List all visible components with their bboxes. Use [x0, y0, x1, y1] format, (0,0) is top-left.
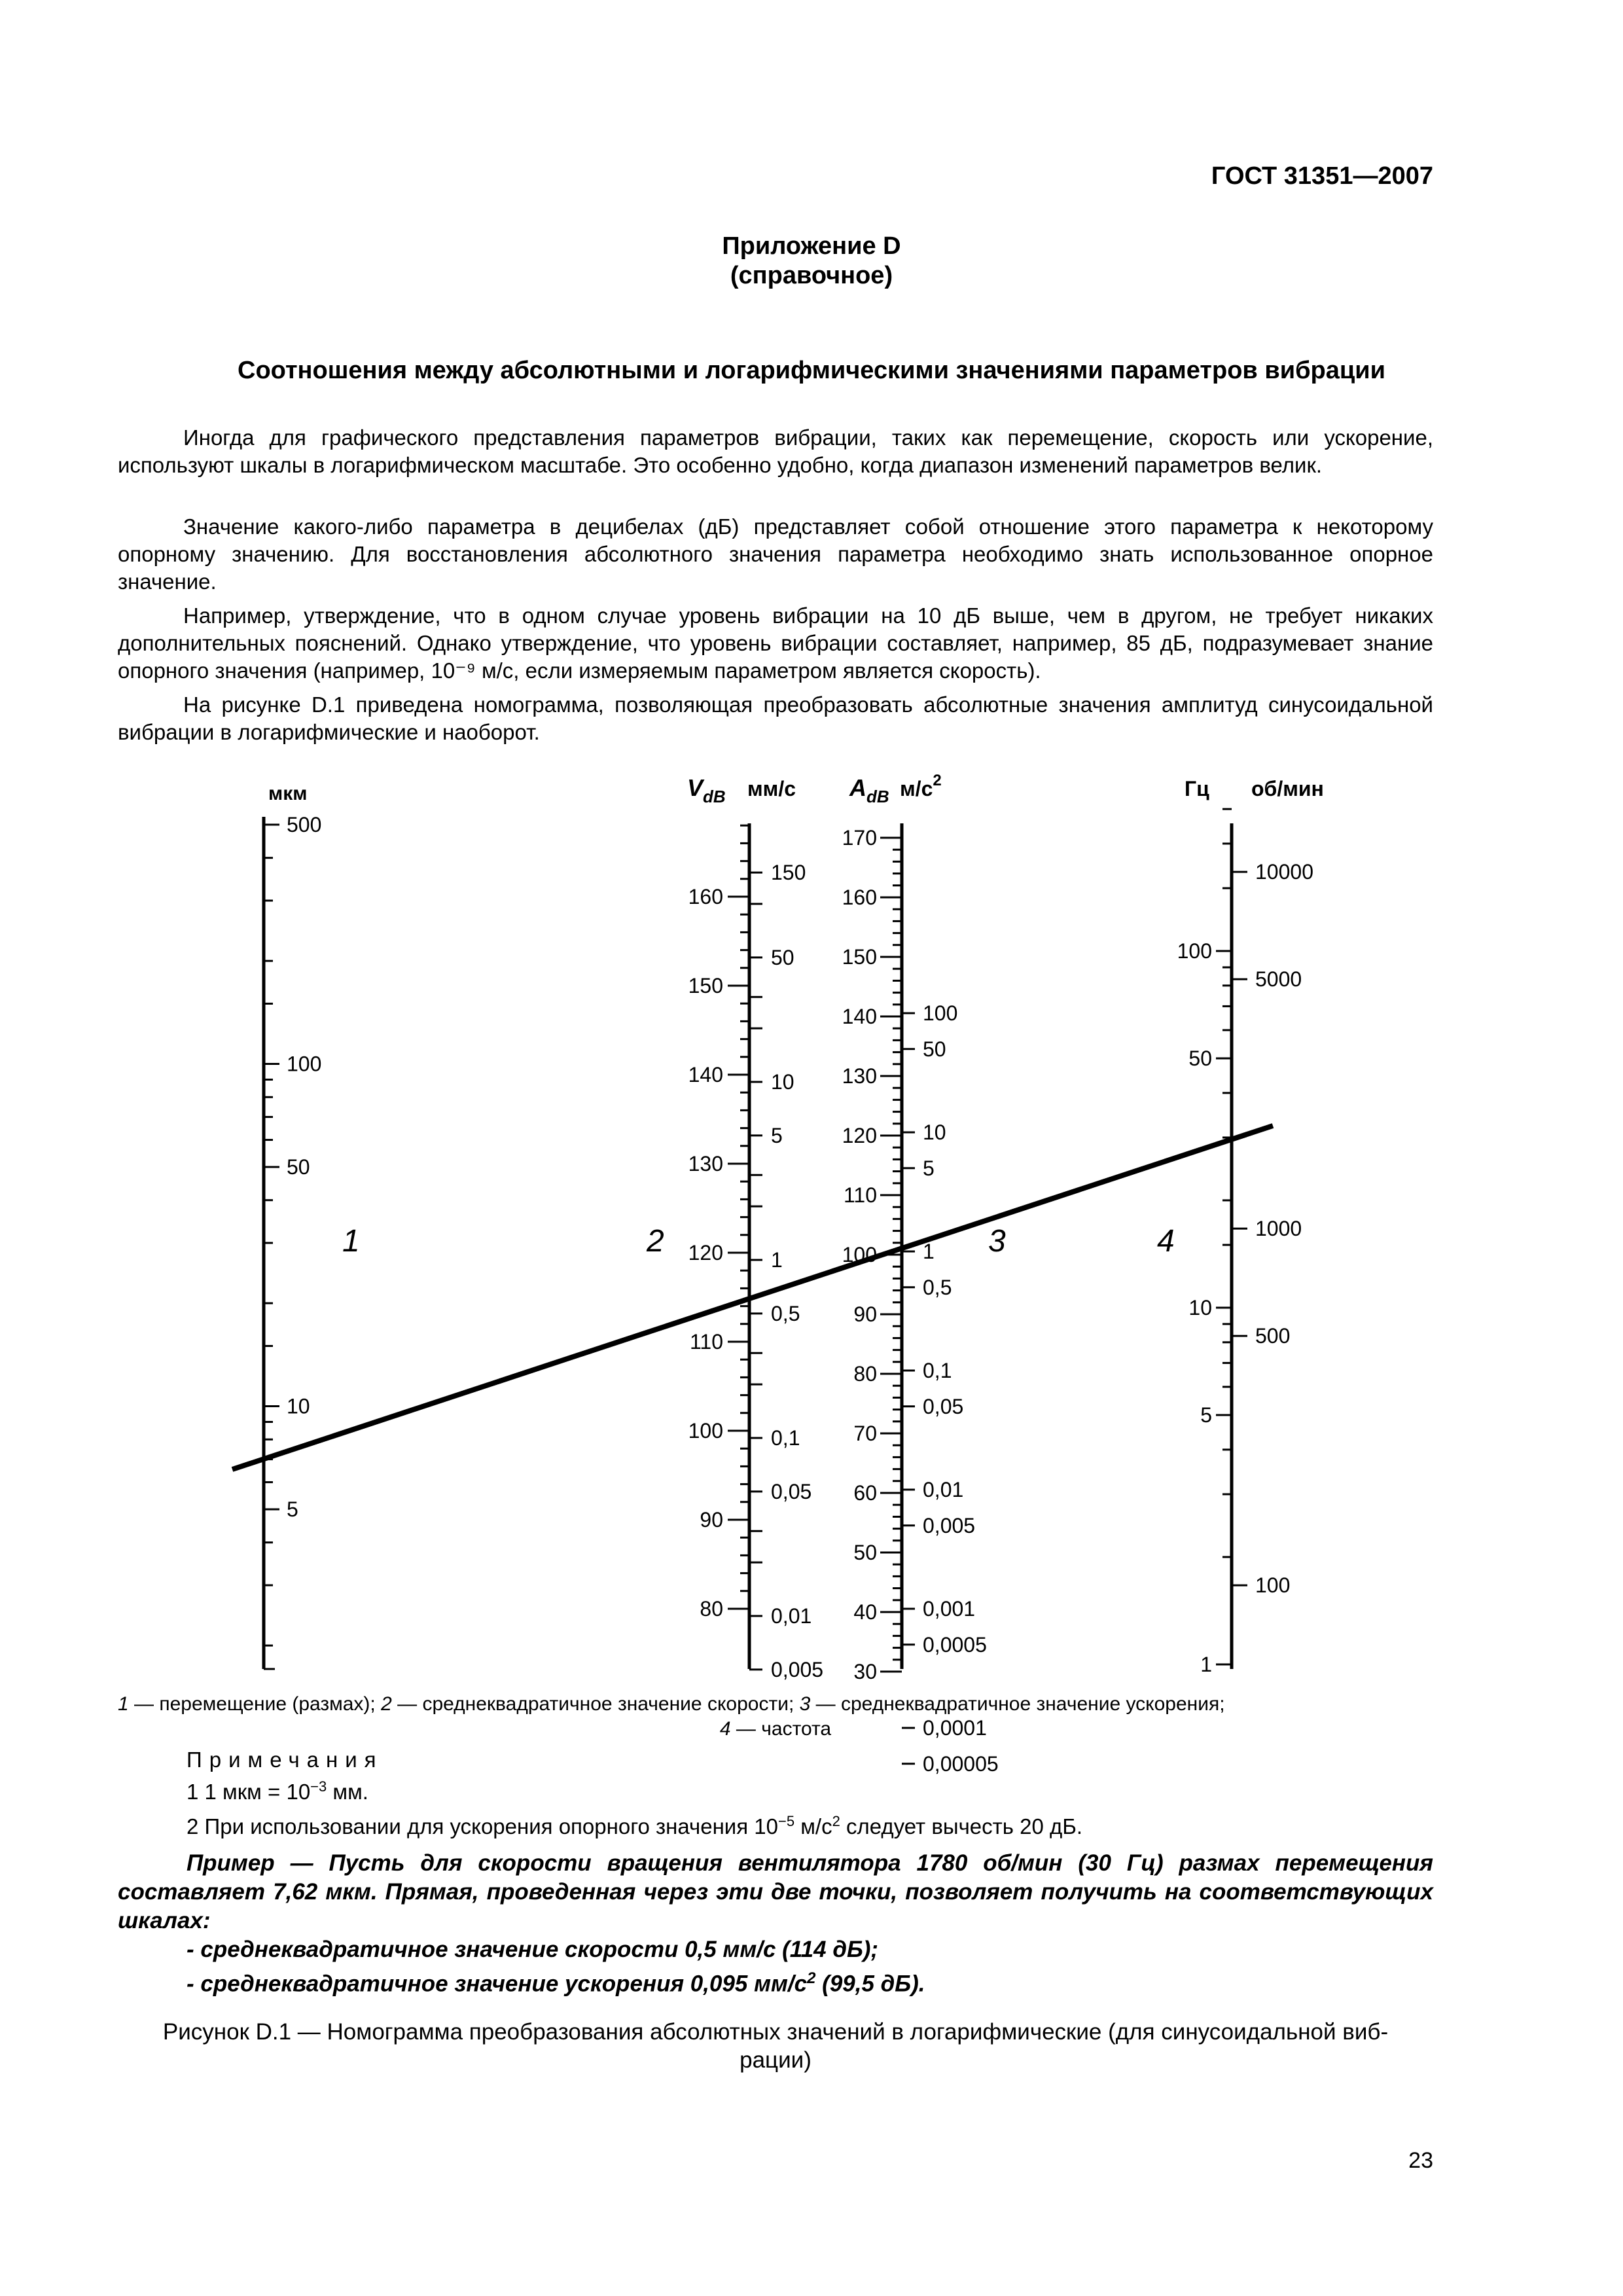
- scale-4-rpm-label: 1000: [1255, 1217, 1302, 1241]
- scale-4-rpm-label: 500: [1255, 1324, 1291, 1348]
- scale-3-db-label: 110: [843, 1183, 877, 1207]
- scale-2-mms-label: 50: [771, 945, 794, 969]
- note-2: 2 При использовании для ускорения опорного значения $10^{-5}$ $м/с^2$ следует вычесть 20 дБ.: [187, 1813, 1083, 1839]
- scale-1-label: 10: [287, 1394, 310, 1418]
- scale-3-db-label: 120: [842, 1124, 877, 1147]
- scale-2-mms-label: 0,5: [771, 1301, 800, 1325]
- scale-3-ms2-label: 0,001: [923, 1597, 976, 1621]
- scale-3-ms2-label: 1: [923, 1240, 935, 1263]
- scale-3-db-label: 150: [842, 945, 877, 969]
- scale-4-unit-hz: Гц: [1185, 777, 1209, 800]
- example-line: [232, 1123, 1273, 1469]
- scale-4-hz-label: 50: [1188, 1047, 1212, 1071]
- scale-3-db-label: 130: [842, 1064, 877, 1088]
- scale-1-label: 100: [287, 1052, 322, 1076]
- scale-3-ms2-label: 50: [923, 1037, 946, 1061]
- scale-2-db-label: 90: [700, 1508, 723, 1532]
- scale-1-label: 50: [287, 1155, 310, 1179]
- scale-2-mms-label: 0,05: [771, 1479, 812, 1503]
- figure-caption: Рисунок D.1 — Номограмма преобразования абсолютных значений в логарифмические (для синусоидальной виб-: [162, 2019, 1389, 2045]
- scale-3-db-label: 100: [842, 1243, 877, 1266]
- scale-2-symbol: $V_{dB}$: [687, 774, 726, 806]
- standard-number: ГОСТ 31351—2007: [1211, 162, 1433, 190]
- scale-4-hz-label: 1: [1200, 1653, 1212, 1676]
- scale-2-mms-label: 150: [771, 861, 806, 885]
- scale-4-hz-label: 10: [1188, 1296, 1212, 1319]
- scale-number-4: 4: [1157, 1224, 1175, 1259]
- figure-caption-line2: рации): [740, 2047, 812, 2073]
- paragraph-2: Значение какого-либо параметра в децибелах (дБ) представляет собой отношение этого параметра к некоторому опорному значению. Для восстановления абсолютного значения параметра необходимо знать использованное опорное значение.: [118, 514, 1433, 594]
- note-1: 1 1 мкм = $10^{-3}$ мм.: [187, 1778, 368, 1804]
- scale-2-db-label: 80: [700, 1597, 723, 1621]
- scale-2-unit: мм/с: [747, 777, 796, 800]
- scale-3-db-label: 30: [853, 1660, 877, 1683]
- scale-2-db-label: 120: [688, 1241, 723, 1265]
- scale-3-db-label: 60: [853, 1481, 877, 1505]
- scale-3-ms2-label: 0,5: [923, 1275, 952, 1299]
- scale-1-unit: мкм: [268, 783, 308, 804]
- scale-3-symbol: $A_{dB}$: [849, 774, 889, 806]
- scale-3-ms2-label: 0,00005: [923, 1751, 999, 1776]
- scale-3-ms2-label: 0,05: [923, 1394, 964, 1418]
- scale-3-unit: $м/с^2$: [900, 772, 942, 800]
- scale-3-ms2-label: 0,01: [923, 1478, 964, 1501]
- figure-legend: 1 — перемещение (размах); 2 — среднеквадратичное значение скорости; 3 — среднеквадратичное значение ускорения;: [118, 1693, 1225, 1715]
- notes-heading: Примечания: [187, 1748, 383, 1772]
- scale-3-db-label: 70: [853, 1422, 877, 1445]
- scale-2-mms-label: 5: [771, 1123, 783, 1147]
- example-text: Пример — Пусть для скорости вращения вентилятора 1780 об/мин (30 Гц) размах перемещения составляет 7,62 мкм. Прямая, проведенная через эти две точки, позволяет получить на соответствующих шкалах:: [118, 1850, 1433, 1933]
- section-title: Соотношения между абсолютными и логарифмическими значениями параметров вибрации: [238, 357, 1385, 384]
- page-number: 23: [1408, 2148, 1433, 2173]
- scale-number-1: 1: [342, 1224, 360, 1259]
- scale-2-mms-label: 1: [771, 1248, 783, 1272]
- scale-3-ms2-label: 5: [923, 1156, 935, 1180]
- scale-3-ms2-label: 0,1: [923, 1359, 952, 1382]
- scale-2-db-label: 140: [688, 1063, 723, 1086]
- scale-2-db-label: 100: [688, 1419, 723, 1443]
- scale-number-2: 2: [647, 1224, 664, 1259]
- scale-3-ms2-label: 100: [923, 1001, 958, 1025]
- paragraph-4: На рисунке D.1 приведена номограмма, позволяющая преобразовать абсолютные значения амплитуд синусоидальной вибрации в логарифмические и наоборот.: [118, 692, 1433, 744]
- scale-4-unit-rpm: об/мин: [1251, 777, 1324, 800]
- scale-4-rpm-label: 10000: [1255, 860, 1313, 884]
- figure-legend-line2: 4 — частота: [719, 1718, 832, 1740]
- annex-type: (справочное): [730, 262, 893, 289]
- scale-4-hz-label: 100: [1177, 939, 1212, 963]
- scale-2-db-label: 160: [688, 885, 723, 908]
- example-item-2: - среднеквадратичное значение ускорения 0,095 $мм/с^2$ (99,5 дБ).: [187, 1969, 925, 1997]
- scale-3-ms2-label: 0,0005: [923, 1632, 987, 1657]
- scale-2-mms-label: 10: [771, 1070, 794, 1094]
- scale-2-mms-label: 0,005: [771, 1657, 824, 1681]
- scale-3-db-label: 50: [853, 1541, 877, 1564]
- paragraph-1: Иногда для графического представления параметров вибрации, таких как перемещение, скорость или ускорение, используют шкалы в логарифмическом масштабе. Это особенно удобно, когда диапазон изменений параметров велик.: [118, 425, 1433, 477]
- annex-label: Приложение D: [722, 232, 901, 260]
- paragraph-3: Например, утверждение, что в одном случае уровень вибрации на 10 дБ выше, чем в другом, не требует никаких дополнительных пояснений. Однако утверждение, что уровень вибрации составляет, например, 85 дБ, подразумевает знание опорного значения (например, 10⁻⁹ м/с, если измеряемым параметром является скорость).: [118, 603, 1433, 683]
- scale-4-rpm-label: 5000: [1255, 967, 1302, 992]
- scale-2-db-label: 150: [688, 974, 723, 997]
- scale-3-db-label: 80: [853, 1362, 877, 1386]
- scale-3-ms2-label: 10: [923, 1121, 946, 1144]
- scale-4-hz-label: 5: [1200, 1403, 1212, 1427]
- scale-4-rpm-label: 100: [1255, 1573, 1291, 1598]
- scale-2-db-label: 110: [689, 1330, 723, 1354]
- scale-1-label: 500: [287, 813, 322, 836]
- scale-3-ms2-label: 0,0001: [923, 1716, 987, 1740]
- scale-3-db-label: 160: [842, 886, 877, 909]
- scale-2-mms-label: 0,01: [771, 1604, 812, 1628]
- example-item-1: - среднеквадратичное значение скорости 0,5 мм/с (114 дБ);: [187, 1937, 879, 1962]
- scale-3-db-label: 90: [853, 1302, 877, 1326]
- scale-number-3: 3: [988, 1224, 1006, 1259]
- scale-3-db-label: 40: [853, 1600, 877, 1624]
- scale-3-db-label: 140: [842, 1005, 877, 1028]
- scale-1-label: 5: [287, 1498, 298, 1521]
- scale-3-ms2-label: 0,005: [923, 1513, 976, 1537]
- scale-2-db-label: 130: [688, 1152, 723, 1175]
- scale-3-db-label: 170: [842, 826, 877, 850]
- scale-2-mms-label: 0,1: [771, 1426, 800, 1450]
